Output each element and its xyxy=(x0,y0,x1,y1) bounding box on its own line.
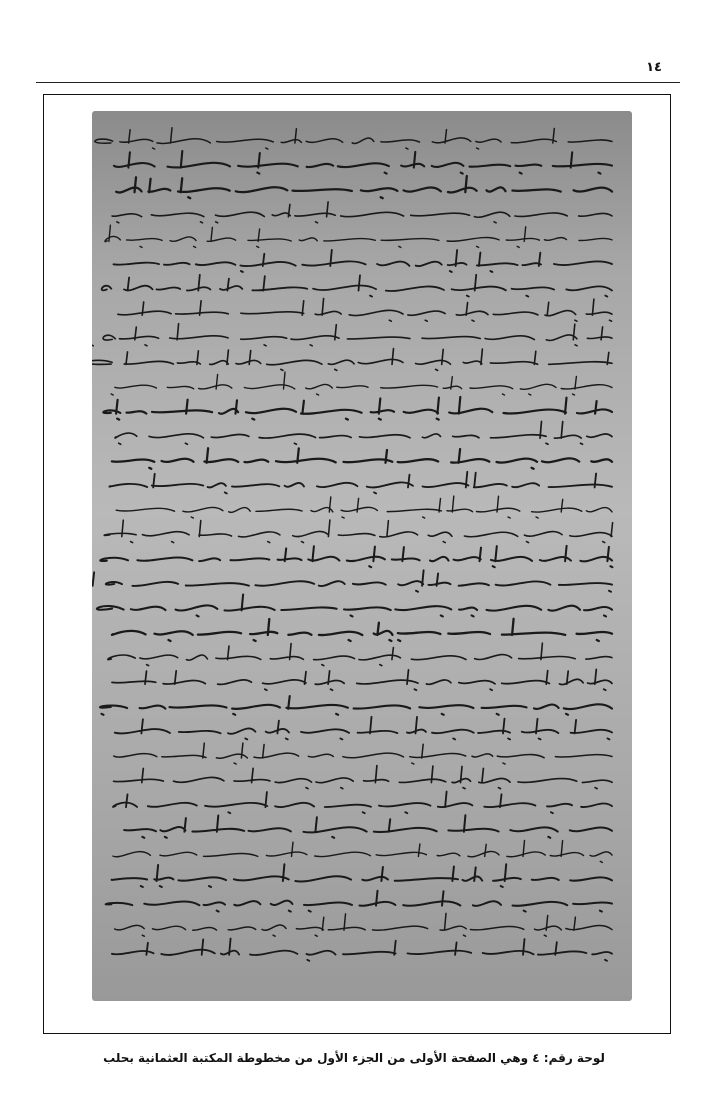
manuscript-line xyxy=(112,939,612,961)
manuscript-stroke xyxy=(102,275,612,297)
manuscript-stroke xyxy=(115,421,612,444)
manuscript-stroke xyxy=(112,669,612,690)
manuscript-line xyxy=(113,841,612,863)
manuscript-stroke xyxy=(112,864,612,887)
manuscript-stroke xyxy=(114,250,613,272)
manuscript-line xyxy=(115,913,612,936)
manuscript-line xyxy=(92,349,612,371)
manuscript-line xyxy=(112,202,612,223)
manuscript-stroke xyxy=(106,891,612,912)
manuscript-line xyxy=(112,619,612,641)
manuscript-line xyxy=(108,643,612,665)
header-rule xyxy=(36,82,680,83)
manuscript-stroke xyxy=(92,128,612,149)
manuscript-stroke xyxy=(113,792,612,814)
manuscript-line xyxy=(113,792,612,814)
manuscript-stroke xyxy=(114,743,612,764)
manuscript-line xyxy=(109,472,612,494)
manuscript-stroke xyxy=(113,841,612,863)
manuscript-line xyxy=(124,815,612,838)
plate-caption: لوحة رقم: ٤ وهي الصفحة الأولى من الجزء الأول من مخطوطة المكتبة العثمانية بحلب xyxy=(103,1051,605,1065)
manuscript-line xyxy=(112,669,612,690)
manuscript-line xyxy=(103,397,612,420)
manuscript-stroke xyxy=(104,520,612,543)
manuscript-line xyxy=(115,717,612,740)
manuscript-line xyxy=(114,766,612,789)
manuscript-line xyxy=(115,421,612,444)
manuscript-line xyxy=(105,225,612,247)
manuscript-line xyxy=(102,275,612,297)
manuscript-line xyxy=(106,891,612,912)
manuscript-line xyxy=(92,696,612,715)
manuscript-stroke xyxy=(114,151,612,174)
manuscript-line xyxy=(114,151,612,174)
manuscript-line xyxy=(104,520,612,543)
manuscript-stroke xyxy=(116,176,612,198)
manuscript-stroke xyxy=(92,324,612,346)
manuscript-stroke xyxy=(112,939,612,961)
manuscript-stroke xyxy=(116,496,612,518)
manuscript-stroke xyxy=(112,619,612,641)
manuscript-line xyxy=(118,299,612,322)
manuscript-image xyxy=(92,111,632,1001)
manuscript-line xyxy=(97,595,612,617)
manuscript-stroke xyxy=(114,766,612,789)
manuscript-line xyxy=(92,545,612,567)
manuscript-handwriting xyxy=(92,111,632,1001)
manuscript-stroke xyxy=(92,696,612,715)
manuscript-stroke xyxy=(103,397,612,420)
image-frame xyxy=(43,94,671,1034)
manuscript-line xyxy=(111,372,612,395)
manuscript-stroke xyxy=(118,299,612,322)
manuscript-line xyxy=(112,864,612,887)
page-number: ١٤ xyxy=(646,60,662,75)
manuscript-stroke xyxy=(111,372,612,395)
manuscript-line xyxy=(93,570,612,591)
manuscript-line xyxy=(116,496,612,518)
manuscript-stroke xyxy=(105,225,612,247)
manuscript-stroke xyxy=(112,202,612,223)
manuscript-stroke xyxy=(124,815,612,838)
manuscript-stroke xyxy=(92,545,612,567)
manuscript-line xyxy=(114,743,612,764)
manuscript-stroke xyxy=(93,570,612,591)
manuscript-stroke xyxy=(97,595,612,617)
manuscript-line xyxy=(114,250,613,272)
manuscript-stroke xyxy=(92,349,612,371)
manuscript-line xyxy=(92,324,612,346)
manuscript-stroke xyxy=(108,643,612,665)
manuscript-stroke xyxy=(112,448,612,469)
manuscript-stroke xyxy=(115,717,612,740)
manuscript-line xyxy=(92,128,612,149)
manuscript-line xyxy=(116,176,612,198)
manuscript-line xyxy=(112,448,612,469)
manuscript-stroke xyxy=(109,472,612,494)
manuscript-stroke xyxy=(115,913,612,936)
